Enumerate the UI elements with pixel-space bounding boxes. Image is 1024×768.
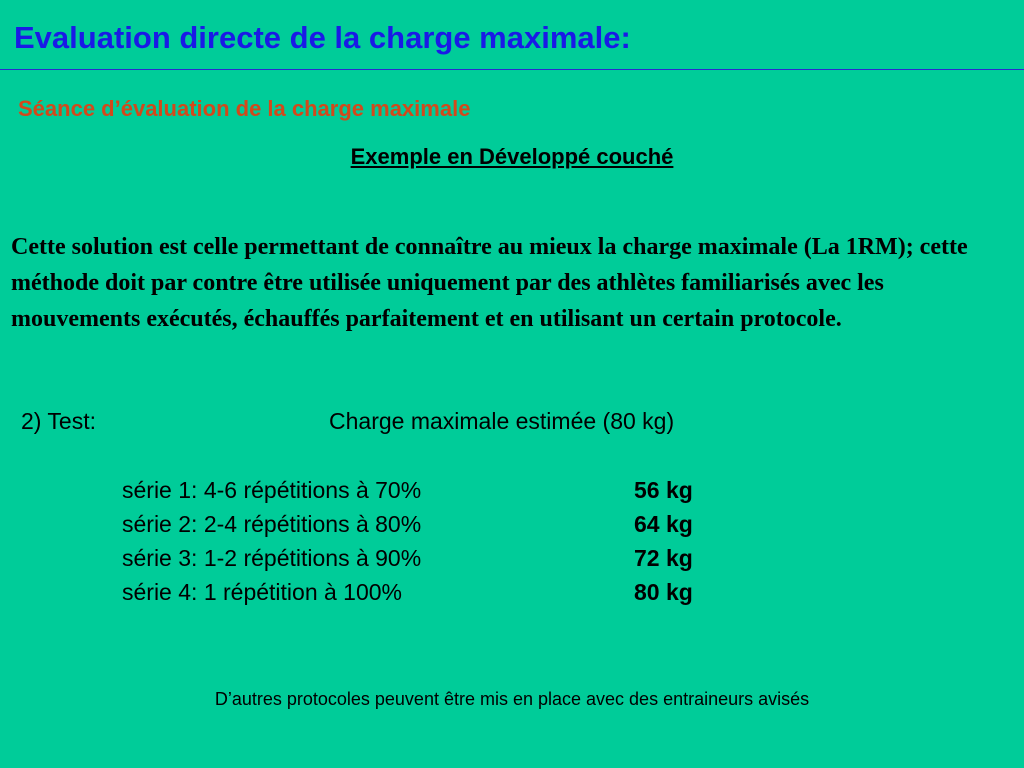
series-list xyxy=(122,477,822,613)
series-row xyxy=(122,477,822,511)
test-estimated-max: Charge maximale estimée (80 kg) xyxy=(329,408,675,434)
series-load: 72 kg xyxy=(634,545,693,571)
series-description: série 1: 4-6 répétitions à 70% xyxy=(122,477,422,503)
series-row xyxy=(122,511,822,545)
series-load: 56 kg xyxy=(634,477,693,503)
series-row xyxy=(122,545,822,579)
example-heading: Exemple en Développé couché xyxy=(350,144,674,169)
series-description: série 4: 1 répétition à 100% xyxy=(122,579,403,605)
description-paragraph: Cette solution est celle permettant de connaître au mieux la charge maximale (La 1RM); cette méthode doit par contre être utilisée uniquement par des athlètes familiarisés avec les mouvements exécutés, échauffés parfaitement et en utilisant un certain protocole. xyxy=(11,234,968,332)
test-label: 2) Test: xyxy=(21,408,96,434)
title-divider xyxy=(0,69,1024,70)
series-row xyxy=(122,579,822,613)
slide-title: Evaluation directe de la charge maximale: xyxy=(14,20,631,55)
series-load: 80 kg xyxy=(634,579,693,605)
slide-subtitle: Séance d’évaluation de la charge maximale xyxy=(18,96,471,121)
series-description: série 2: 2-4 répétitions à 80% xyxy=(122,511,422,537)
series-description: série 3: 1-2 répétitions à 90% xyxy=(122,545,422,571)
footer-note: D’autres protocoles peuvent être mis en place avec des entraineurs avisés xyxy=(214,689,810,709)
series-load: 64 kg xyxy=(634,511,693,537)
